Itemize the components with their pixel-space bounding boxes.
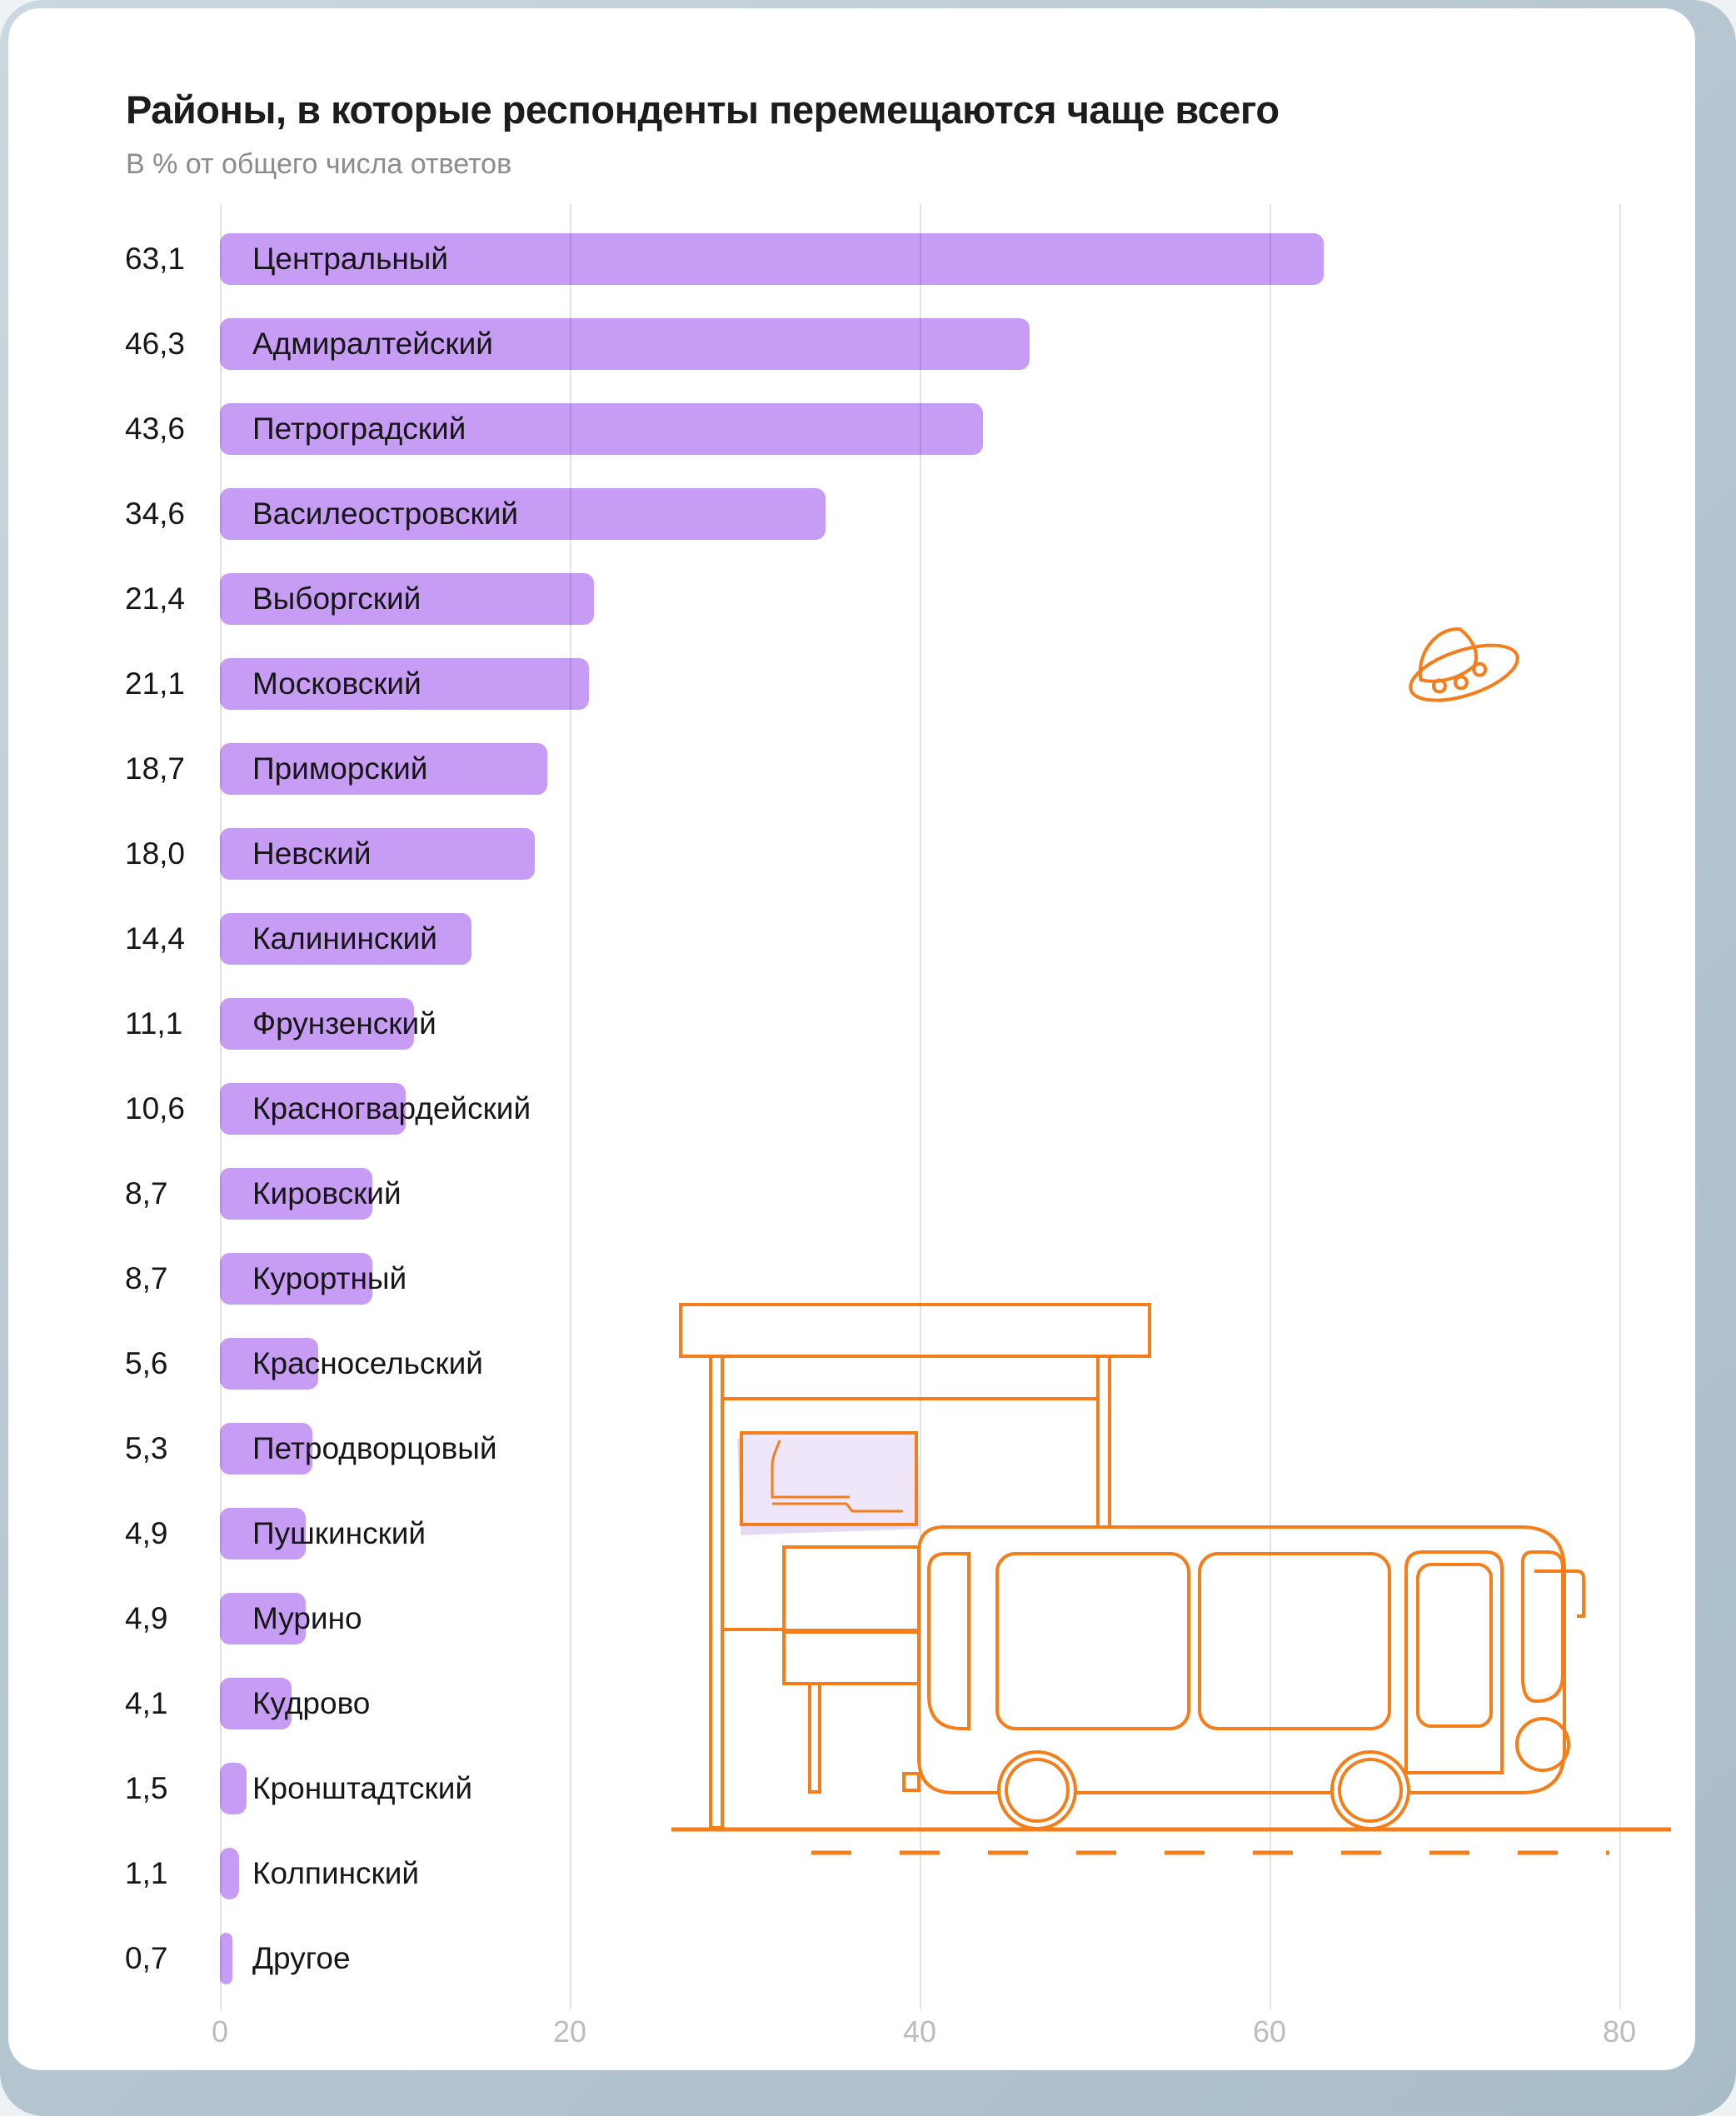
bar-value: 1,5: [125, 1771, 168, 1805]
x-tick-label: 80: [1602, 2014, 1637, 2049]
bar-value: 46,3: [125, 327, 186, 361]
bar-value: 21,1: [125, 666, 186, 701]
bar-value: 1,1: [125, 1856, 168, 1890]
page-title: Районы, в которые респонденты перемещаются чаще всего: [126, 87, 1280, 132]
bar-value: 4,9: [125, 1516, 168, 1550]
bus-stop-illustration: [633, 1266, 1716, 1899]
bar-label: Кудрово: [252, 1686, 371, 1720]
bar-row: [125, 403, 1708, 455]
bar-row: [125, 998, 1708, 1050]
bar-label: Красносельский: [252, 1346, 483, 1380]
bar-label: Красногвардейский: [252, 1091, 531, 1125]
bar-value: 4,1: [125, 1686, 168, 1720]
bar-row: [125, 913, 1708, 965]
bar-row: [125, 1168, 1708, 1220]
x-tick-label: 40: [902, 2014, 937, 2049]
bar: [220, 1763, 247, 1814]
bar-label: Мурино: [252, 1601, 362, 1635]
bar-label: Другое: [252, 1941, 351, 1975]
bar-label: Кронштадтский: [252, 1771, 473, 1805]
bar-row: [125, 1933, 1708, 1984]
bar-value: 5,6: [125, 1346, 168, 1380]
x-tick-label: 0: [211, 2014, 229, 2049]
bar-row: [125, 233, 1708, 285]
bar-label: Московский: [252, 666, 422, 701]
bar-label: Центральный: [252, 242, 449, 276]
bar-label: Фрунзенский: [252, 1006, 436, 1041]
x-tick-label: 60: [1252, 2014, 1287, 2049]
bar-row: [125, 318, 1708, 370]
bar-label: Приморский: [252, 751, 428, 786]
bus-wheels: [999, 1752, 1409, 1829]
bar-value: 21,4: [125, 581, 186, 616]
bus-mirror: [1534, 1571, 1584, 1616]
bar-row: [125, 1083, 1708, 1135]
bar-value: 8,7: [125, 1261, 168, 1295]
bar-row: [125, 828, 1708, 880]
bar: [220, 1848, 239, 1899]
bar-label: Василеостровский: [252, 497, 519, 531]
bar-value: 11,1: [125, 1006, 183, 1041]
bar-value: 43,6: [125, 412, 186, 446]
ufo-icon: [1374, 596, 1549, 729]
x-axis: [211, 2014, 1637, 2051]
bar-value: 0,7: [125, 1941, 168, 1975]
route-sign: [737, 1432, 920, 1535]
bar-value: 4,9: [125, 1601, 168, 1635]
bar-value: 18,0: [125, 836, 186, 871]
bar: [220, 1933, 232, 1984]
bus-illustration: [904, 1527, 1584, 1829]
bar-label: Адмиралтейский: [252, 327, 493, 361]
page-subtitle: В % от общего числа ответов: [126, 148, 512, 180]
bar-label: Невский: [252, 836, 372, 871]
bar-value: 8,7: [125, 1176, 168, 1210]
x-tick-label: 20: [552, 2014, 587, 2049]
bar-label: Курортный: [252, 1261, 407, 1295]
bar-label: Калининский: [252, 921, 437, 956]
bar-label: Колпинский: [252, 1856, 420, 1890]
bar-row: [125, 743, 1708, 795]
bar-label: Петроградский: [252, 412, 466, 446]
bar-value: 5,3: [125, 1431, 168, 1465]
bus-shelter: [681, 1305, 1150, 1828]
bar-label: Кировский: [252, 1176, 402, 1210]
bench: [784, 1547, 919, 1792]
bar-value: 14,4: [125, 921, 186, 956]
bar-value: 34,6: [125, 497, 186, 531]
bar-label: Пушкинский: [252, 1516, 427, 1550]
bar-label: Выборгский: [252, 581, 422, 616]
bar-row: [125, 488, 1708, 540]
road-lines: [671, 1829, 1671, 1853]
bar-value: 10,6: [125, 1091, 186, 1125]
bar-value: 63,1: [125, 242, 186, 276]
bar-label: Петродворцовый: [252, 1431, 497, 1465]
bar-value: 18,7: [125, 751, 186, 786]
